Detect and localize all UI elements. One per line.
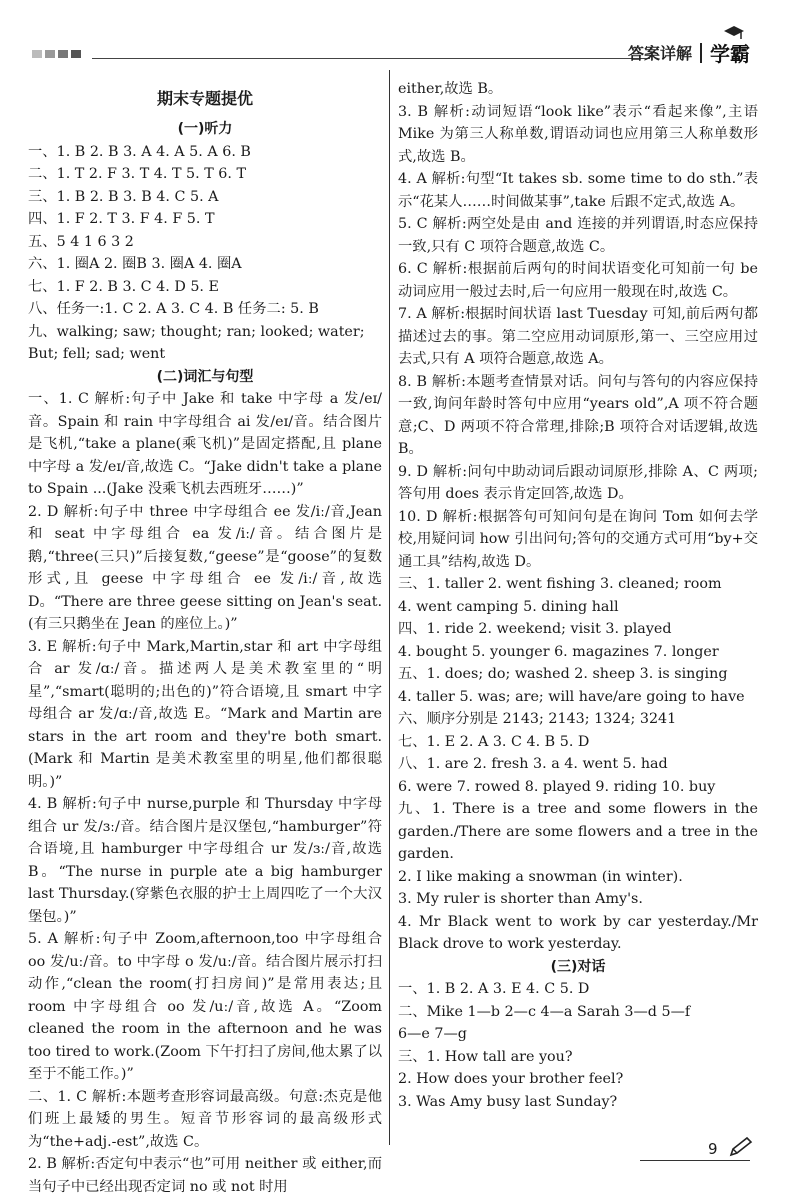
section-heading-dialogue: (三)对话 (550, 958, 606, 975)
answer-line: 六、顺序分别是 2143; 2143; 1324; 3241 (398, 711, 677, 727)
answer-line: 六、1. 圈A 2. 圈B 3. 圈A 4. 圈A (28, 256, 242, 272)
answer-line: 四、1. ride 2. weekend; visit 3. played (398, 621, 672, 637)
answer-line: 七、1. E 2. A 3. C 4. B 5. D (398, 733, 590, 750)
answer-line: 4. taller 5. was; are; will have/are going to have (398, 688, 745, 705)
header-brand: 学霸 (710, 42, 750, 66)
answer-line: 2. How does your brother feel? (398, 1071, 624, 1087)
explanation-paragraph: 7. A 解析:根据时间状语 last Tuesday 可知,前后两句都描述过去的事。第二空应用动词原形,第一、三空应用过去式,只有 A 项符合题意,故选 A。 (398, 306, 758, 367)
answer-line: 6—e 7—g (398, 1026, 467, 1042)
explanation-paragraph: 8. B 解析:本题考查情景对话。问句与答句的内容应保持一致,询问年龄时答句中应用“years old”,A 项不符合题意;C、D 两项不符合常理,排除;B 项符合对话逻辑,故选 B。 (398, 373, 758, 457)
page-header (0, 0, 800, 70)
explanation-paragraph: 3. E 解析:句子中 Mark,Martin,star 和 art 中字母组合 ar 发/ɑː/音。描述两人是美术教室里的“明星”,“smart(聪明的;出色的)”符合语境,且 smart 中字母组合 ar 发/ɑː/音,故选 E。“Mark and Martin are stars in the art room and they're both smart.(Mark 和 Martin 是美术教室里的明星,他们都很聪明。)” (28, 638, 382, 790)
header-decoration (32, 50, 81, 58)
left-column (28, 78, 382, 1198)
graduation-cap-icon (724, 26, 744, 40)
section-heading-vocab: (二)词汇与句型 (156, 368, 254, 385)
answer-line: But; fell; sad; went (28, 346, 166, 362)
explanation-paragraph: either,故选 B。 (398, 81, 503, 97)
explanation-paragraph: 二、1. C 解析:本题考查形容词最高级。句意:杰克是他们班上最矮的男生。短音节形容词的最高级形式为“the+adj.-est”,故选 C。 (28, 1088, 382, 1150)
explanation-paragraph: 九、1. There is a tree and some flowers in the garden./There are some flowers and a tree in the garden. (398, 801, 758, 862)
explanation-paragraph: 一、1. C 解析:句子中 Jake 和 take 中字母 a 发/eɪ/音。Spain 和 rain 中字母组合 ai 发/eɪ/音。结合图片是飞机,“take a plane(乘飞机)”是固定搭配,且 plane 中字母 a 发/eɪ/音,故选 C。“Jake didn't take a plane to Spain ...(Jake 没乘飞机去西班牙……)” (28, 391, 382, 497)
explanation-paragraph: 2. D 解析:句子中 three 中字母组合 ee 发/iː/音,Jean 和 seat 中字母组合 ea 发/iː/音。结合图片是鹅,“three(三只)”后接复数,“geese”是“goose”的复数形式,且 geese 中字母组合 ee 发/iː/音,故选 D。“There are three geese sitting on Jean's seat.(有三只鹅坐在 Jean 的座位上。)” (28, 503, 382, 632)
answer-line: 一、1. B 2. B 3. A 4. A 5. A 6. B (28, 143, 251, 160)
explanation-paragraph: 5. C 解析:两空处是由 and 连接的并列谓语,时态应保持一致,只有 C 项符合题意,故选 C。 (398, 216, 758, 255)
explanation-paragraph: 5. A 解析:句子中 Zoom,afternoon,too 中字母组合 oo 发/uː/音。to 中字母 o 发/uː/音。结合图片展示打扫动作,“clean the room(打扫房间)”是常用表达;且 room 中字母组合 oo 发/uː/音,故选 A。“Zoom cleaned the room in the afternoon and he was too tired to work.(Zoom 下午打扫了房间,他太累了以至于不能工作。)” (28, 931, 382, 1082)
answer-line: 3. Was Amy busy last Sunday? (398, 1093, 618, 1110)
header-label: 答案详解 (627, 44, 692, 63)
answer-line: 一、1. B 2. A 3. E 4. C 5. D (398, 981, 590, 997)
answer-line: 五、5 4 1 6 3 2 (28, 233, 134, 250)
answer-line: 三、1. How tall are you? (398, 1048, 573, 1065)
answer-line: 二、Mike 1—b 2—c 4—a Sarah 3—d 5—f (398, 1003, 691, 1020)
page-title: 期末专题提优 (156, 89, 253, 108)
pen-icon (728, 1136, 754, 1158)
answer-line: 6. were 7. rowed 8. played 9. riding 10. buy (398, 778, 716, 795)
answer-line: 4. went camping 5. dining hall (398, 598, 619, 615)
answer-line: 4. bought 5. younger 6. magazines 7. longer (398, 643, 719, 660)
explanation-paragraph: 2. B 解析:否定句中表示“也”可用 neither 或 either,而当句子中已经出现否定词 no 或 not 时用 (28, 1156, 382, 1195)
answer-line: 三、1. B 2. B 3. B 4. C 5. A (28, 188, 219, 205)
answer-line: 九、walking; saw; thought; ran; looked; water; (28, 323, 365, 340)
answer-line: 八、1. are 2. fresh 3. a 4. went 5. had (398, 756, 668, 772)
header-separator (700, 43, 702, 63)
answer-line: 二、1. T 2. F 3. T 4. T 5. T 6. T (28, 166, 247, 182)
explanation-paragraph: 3. My ruler is shorter than Amy's. (398, 891, 643, 907)
explanation-paragraph: 2. I like making a snowman (in winter). (398, 868, 683, 885)
answer-line: 五、1. does; do; washed 2. sheep 3. is singing (398, 666, 728, 682)
explanation-paragraph: 4. A 解析:句型“It takes sb. some time to do sth.”表示“花某人……时间做某事”,take 后跟不定式,故选 A。 (398, 171, 758, 210)
answer-line: 八、任务一:1. C 2. A 3. C 4. B 任务二: 5. B (28, 301, 319, 317)
explanation-paragraph: 3. B 解析:动词短语“look like”表示“看起来像”,主语 Mike 为第三人称单数,谓语动词也应用第三人称单数形式,故选 B。 (398, 103, 758, 165)
header-rule (92, 58, 650, 59)
footer-rule (640, 1160, 750, 1161)
answer-line: 三、1. taller 2. went fishing 3. cleaned; room (398, 576, 722, 592)
answer-line: 七、1. F 2. B 3. C 4. D 5. E (28, 278, 219, 295)
explanation-paragraph: 6. C 解析:根据前后两句的时间状语变化可知前一句 be 动词应用一般过去时,后一句应用一般现在时,故选 C。 (398, 261, 758, 300)
right-column (398, 78, 758, 1113)
explanation-paragraph: 4. Mr Black went to work by car yesterday./Mr Black drove to work yesterday. (398, 913, 758, 952)
page-number: 9 (708, 1140, 718, 1158)
explanation-paragraph: 4. B 解析:句子中 nurse,purple 和 Thursday 中字母组合 ur 发/ɜː/音。结合图片是汉堡包,“hamburger”符合语境,且 hamburger 中字母组合 ur 发/ɜː/音,故选 B。“The nurse in purple ate a big hamburger last Thursday.(穿紫色衣服的护士上周四吃了一个大汉堡包。)” (28, 796, 382, 925)
answer-line: 四、1. F 2. T 3. F 4. F 5. T (28, 211, 215, 227)
explanation-paragraph: 10. D 解析:根据答句可知问句是在询问 Tom 如何去学校,用疑问词 how 引出问句;答句的交通方式可用“by+交通工具”结构,故选 D。 (398, 508, 758, 570)
section-heading-listening: (一)听力 (177, 121, 233, 137)
column-divider (389, 70, 390, 1145)
header-right (628, 38, 750, 67)
explanation-paragraph: 9. D 解析:问句中助动词后跟动词原形,排除 A、C 两项;答句用 does 表示肯定回答,故选 D。 (398, 463, 758, 502)
